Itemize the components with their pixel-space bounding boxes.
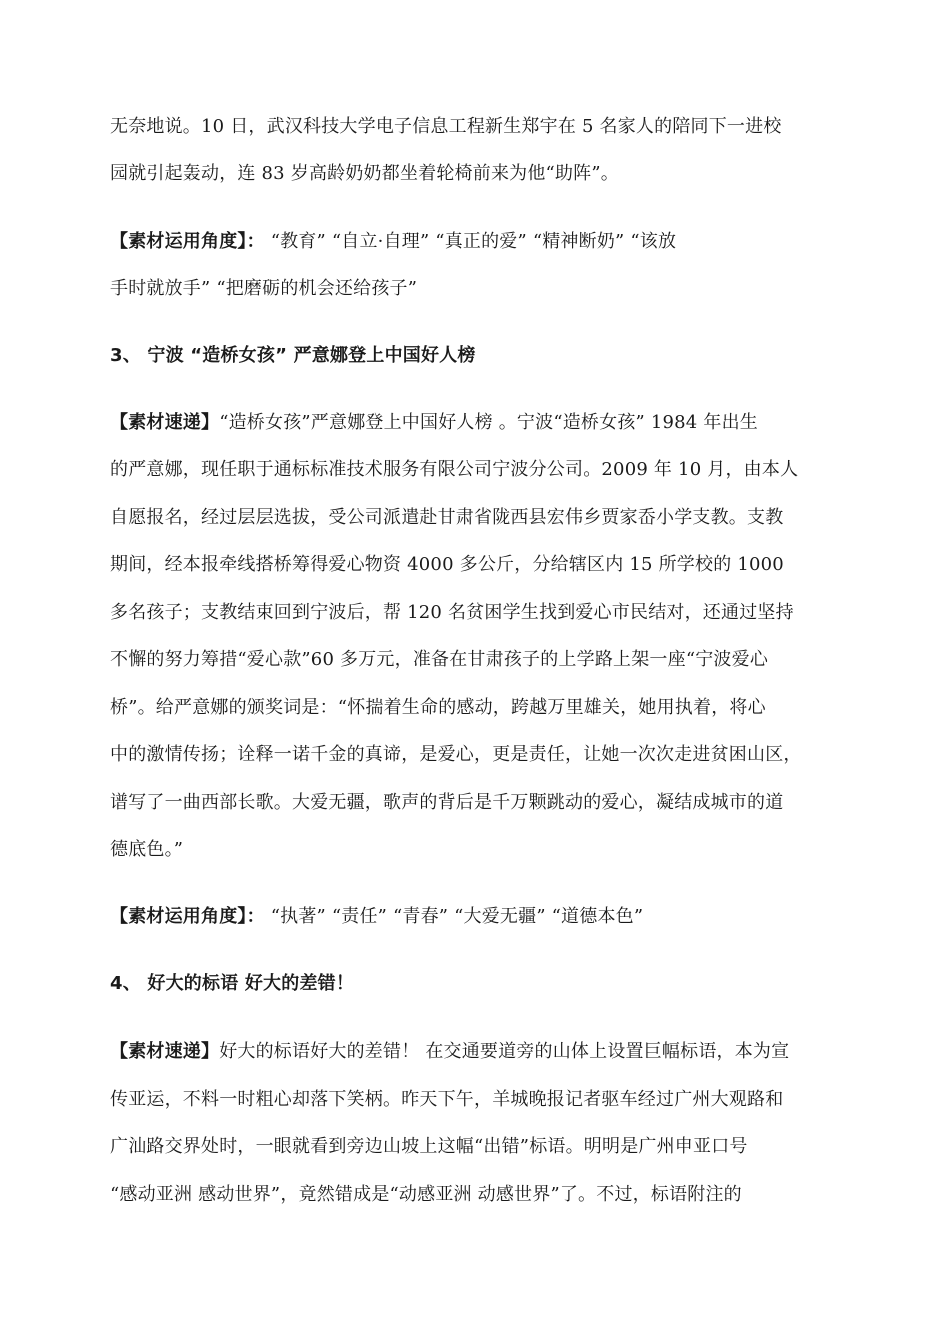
angle-keywords: “执著” “责任” “青春” “大爱无疆” “道德本色” bbox=[264, 906, 644, 927]
section-3-heading: 3、 宁波 “造桥女孩” 严意娜登上中国好人榜 bbox=[110, 345, 476, 366]
section-3-summary-line: 不懈的努力筹措“爱心款”60 多万元，准备在甘肃孩子的上学路上架一座“宁波爱心 bbox=[110, 649, 769, 670]
section-3-summary-line: 自愿报名，经过层层选拔，受公司派遣赴甘肃省陇西县宏伟乡贾家岙小学支教。支教 bbox=[110, 507, 784, 528]
angle1-keywords: “教育” “自立·自理” “真正的爱” “精神断奶” “该放 bbox=[264, 231, 677, 252]
summary-label: 【素材速递】 bbox=[110, 1041, 220, 1062]
intro-line-1: 无奈地说。10 日，武汉科技大学电子信息工程新生郑宇在 5 名家人的陪同下一进校 bbox=[110, 116, 782, 137]
section-4-summary-line-1 bbox=[110, 1040, 789, 1064]
angle-label: 【素材运用角度】： bbox=[110, 231, 265, 252]
section-3-summary-line: 多名孩子；支教结束回到宁波后，帮 120 名贫困学生找到爱心市民结对，还通过坚持 bbox=[110, 602, 794, 623]
angle1-line-1 bbox=[110, 230, 676, 254]
angle1-line-2: 手时就放手” “把磨砺的机会还给孩子” bbox=[110, 278, 418, 299]
section-4-summary-line: 广汕路交界处时，一眼就看到旁边山坡上这幅“出错”标语。明明是广州申亚口号 bbox=[110, 1136, 748, 1157]
section-4-summary-line: 传亚运，不料一时粗心却落下笑柄。昨天下午，羊城晚报记者驱车经过广州大观路和 bbox=[110, 1089, 784, 1110]
summary-text: “造桥女孩”严意娜登上中国好人榜 。宁波“造桥女孩” 1984 年出生 bbox=[219, 412, 758, 433]
summary-label: 【素材速递】 bbox=[110, 412, 220, 433]
section-3-summary-line: 桥”。给严意娜的颁奖词是：“怀揣着生命的感动，跨越万里雄关，她用执着，将心 bbox=[110, 697, 766, 718]
section-4-summary-line: “感动亚洲 感动世界”，竟然错成是“动感亚洲 动感世界”了。不过，标语附注的 bbox=[110, 1184, 742, 1205]
section-3-angle-line bbox=[110, 905, 643, 929]
section-3-summary-line: 中的激情传扬；诠释一诺千金的真谛，是爱心，更是责任，让她一次次走进贫困山区， bbox=[110, 744, 802, 765]
section-3-summary-line: 期间，经本报牵线搭桥筹得爱心物资 4000 多公斤，分给辖区内 15 所学校的 1000 bbox=[110, 554, 784, 575]
section-3-summary-line: 谱写了一曲西部长歌。大爱无疆，歌声的背后是千万颗跳动的爱心，凝结成城市的道 bbox=[110, 792, 784, 813]
section-3-summary-line-1 bbox=[110, 411, 758, 435]
section-3-summary-line: 的严意娜，现任职于通标标准技术服务有限公司宁波分公司。2009 年 10 月，由本人 bbox=[110, 459, 799, 480]
section-3-summary-line: 德底色。” bbox=[110, 839, 184, 860]
summary-text: 好大的标语好大的差错！ 在交通要道旁的山体上设置巨幅标语，本为宣 bbox=[219, 1041, 790, 1062]
section-4-heading: 4、 好大的标语 好大的差错！ bbox=[110, 973, 355, 994]
angle-label: 【素材运用角度】： bbox=[110, 906, 265, 927]
intro-line-2: 园就引起轰动，连 83 岁高龄奶奶都坐着轮椅前来为他“助阵”。 bbox=[110, 163, 619, 184]
